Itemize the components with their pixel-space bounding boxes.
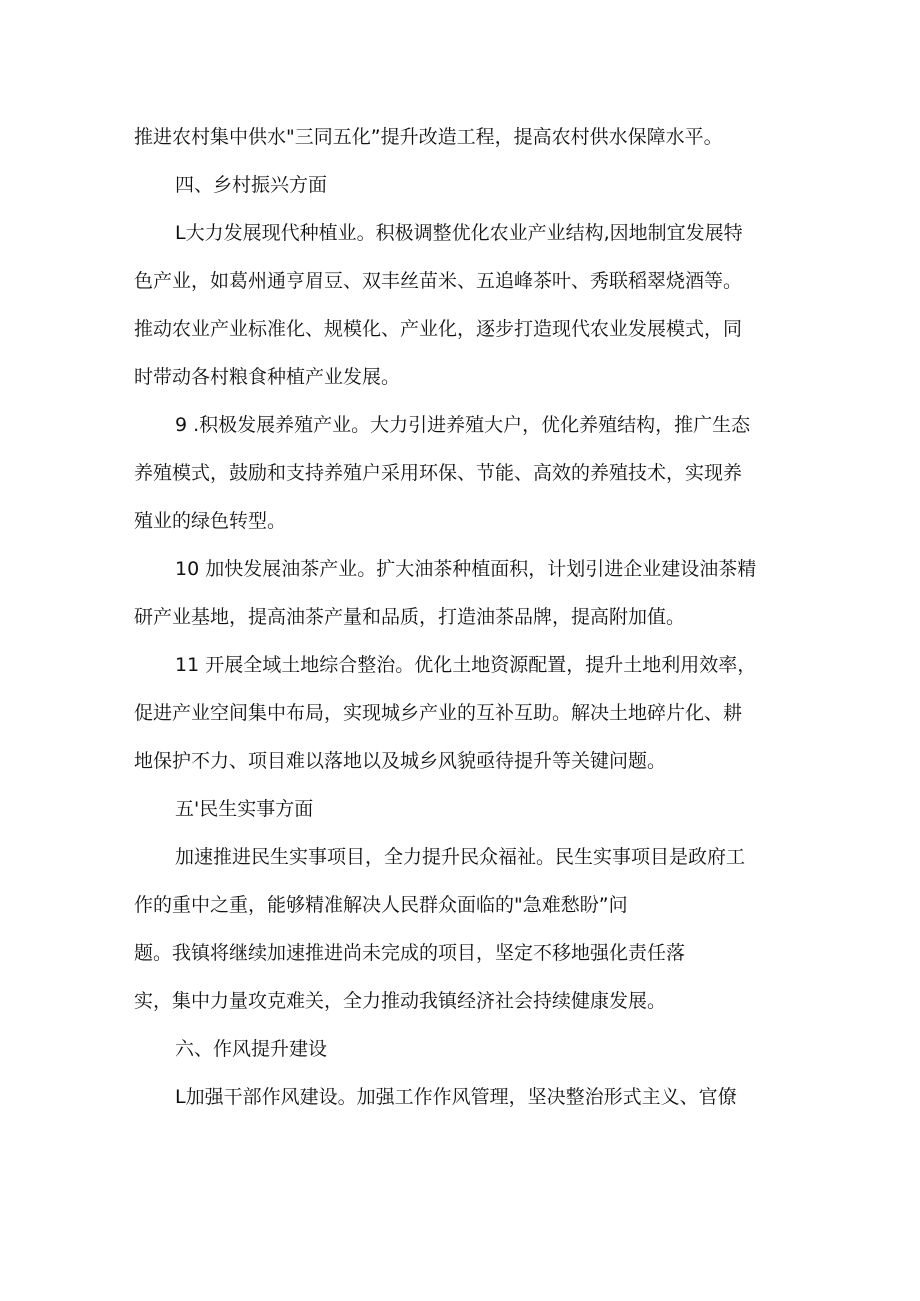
paragraph-line: 殖业的绿色转型。 [134, 510, 287, 532]
paragraph-line: 题。我镇将继续加速推进尚未完成的项目，坚定不移地强化责任落 [134, 942, 686, 964]
paragraph-line: 色产业，如葛州通亨眉豆、双丰丝苗米、五追峰茶叶、秀联稻翠烧酒等。 [134, 270, 743, 292]
paragraph-line: L大力发展现代种植业。积极调整优化农业产业结构,因地制宜发展特 [175, 222, 743, 244]
paragraph-line: 研产业基地，提高油茶产量和品质，打造油茶品牌，提高附加值。 [134, 606, 686, 628]
paragraph-line: 推动农业产业标准化、规模化、产业化，逐步打造现代农业发展模式，同 [134, 318, 743, 340]
section-heading-rural-revitalization: 四、乡村振兴方面 [175, 174, 328, 196]
paragraph-line: 地保护不力、项目难以落地以及城乡风貌亟待提升等关键问题。 [134, 750, 667, 772]
paragraph-line: 11 开展全域土地综合整治。优化土地资源配置，提升土地利用效率， [175, 654, 757, 676]
paragraph-line: 作的重中之重，能够精准解决人民群众面临的"急难愁盼”问 [134, 894, 628, 916]
paragraph-line: 实，集中力量攻克难关，全力推动我镇经济社会持续健康发展。 [134, 990, 667, 1012]
paragraph-line: L加强干部作风建设。加强工作作风管理，坚决整治形式主义、官僚 [175, 1086, 737, 1108]
section-heading-livelihood: 五'民生实事方面 [175, 798, 314, 820]
paragraph-line: 10 加快发展油茶产业。扩大油茶种植面积，计划引进企业建设油茶精 [175, 558, 757, 580]
paragraph-line: 养殖模式，鼓励和支持养殖户采用环保、节能、高效的养殖技术，实现养 [134, 462, 743, 484]
paragraph-line: 时带动各村粮食种植产业发展。 [134, 366, 401, 388]
paragraph-line: 推进农村集中供水"三同五化”提升改造工程，提高农村供水保障水平。 [134, 126, 723, 148]
document-body [134, 113, 784, 1121]
section-heading-work-style: 六、作风提升建设 [175, 1038, 328, 1060]
paragraph-line: 加速推进民生实事项目，全力提升民众福祉。民生实事项目是政府工 [175, 846, 746, 868]
paragraph-line: 促进产业空间集中布局，实现城乡产业的互补互助。解决土地碎片化、耕 [134, 702, 743, 724]
paragraph-line: 9 .积极发展养殖产业。大力引进养殖大户，优化养殖结构，推广生态 [175, 414, 751, 436]
